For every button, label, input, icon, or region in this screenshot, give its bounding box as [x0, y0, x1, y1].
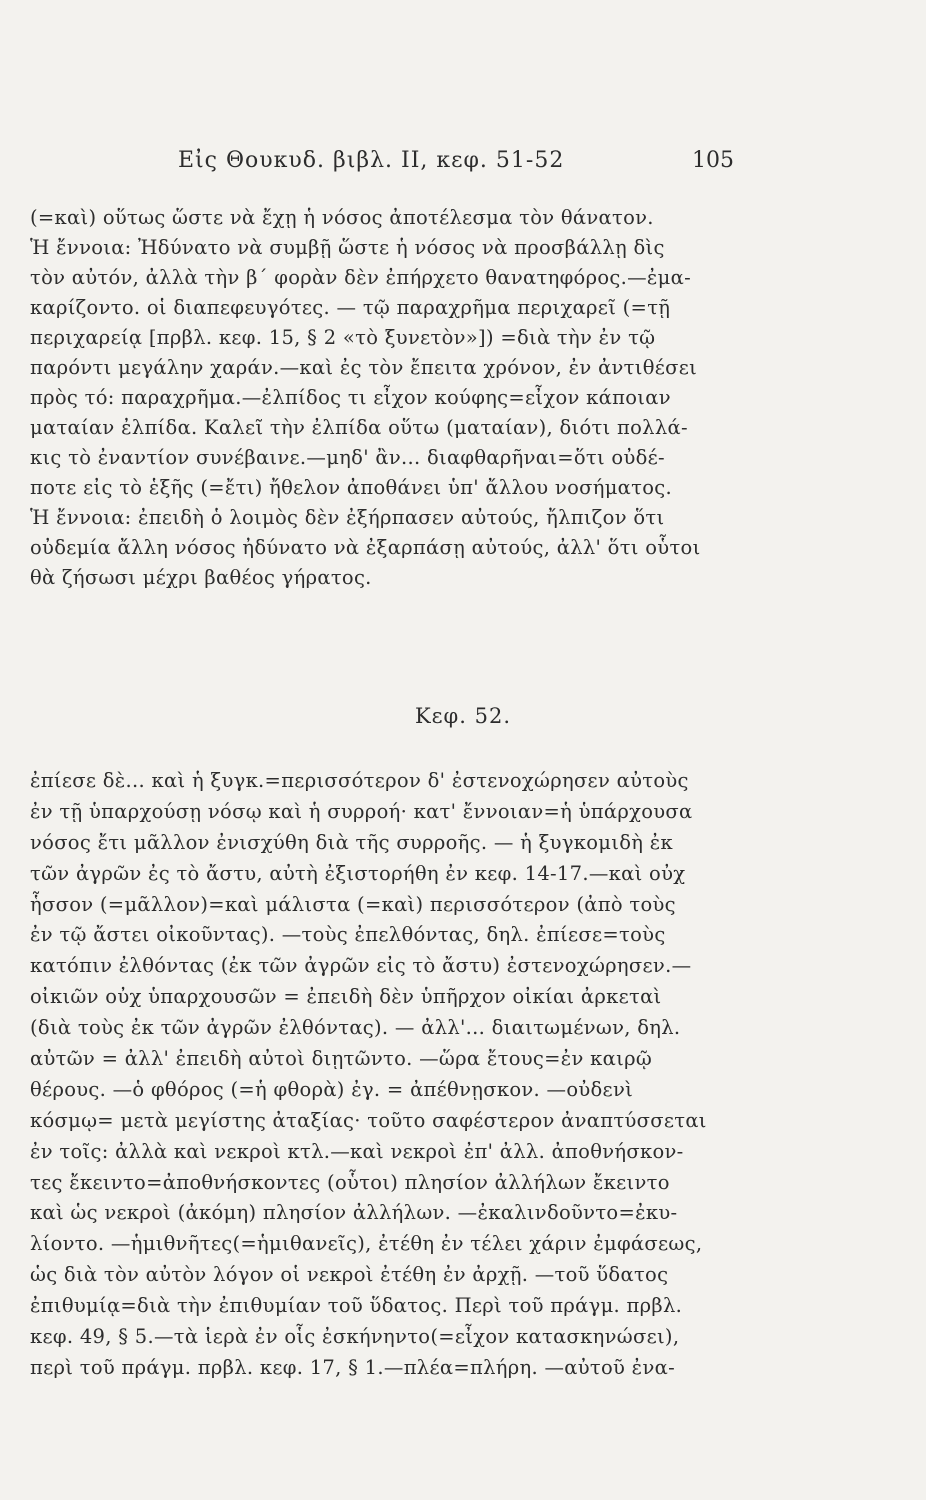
text-line: οἰκιῶν οὐχ ὑπαρχουσῶν = ἐπειδὴ δὲν ὑπῆρχον οἰκίαι ἀρκεταὶ	[30, 985, 662, 1009]
text-line: αὐτῶν = ἀλλ' ἐπειδὴ αὐτοὶ διῃτῶντο. —ὥρα ἔτους=ἐν καιρῷ	[30, 1047, 653, 1071]
text-line: ὡς διὰ τὸν αὐτὸν λόγον οἱ νεκροὶ ἐτέθη ἐν ἀρχῇ. —τοῦ ὕδατος	[30, 1263, 669, 1287]
text-line: τες ἔκειντο=ἀποθνήσκοντες (οὗτοι) πλησίον ἀλλήλων ἔκειντο	[30, 1170, 670, 1194]
page-number: 105	[692, 148, 734, 173]
text-line: ἐν τοῖς: ἀλλὰ καὶ νεκροὶ κτλ.—καὶ νεκροὶ ἐπ' ἀλλ. ἀποθνήσκον-	[30, 1139, 684, 1163]
text-line: κις τὸ ἐναντίον συνέβαινε.—μηδ' ἂν... διαφθαρῆναι=ὅτι οὐδέ-	[30, 446, 665, 469]
text-line: τῶν ἀγρῶν ἐς τὸ ἄστυ, αὐτὴ ἐξιστορήθη ἐν κεφ. 14-17.—καὶ οὐχ	[30, 861, 686, 885]
text-line: καὶ ὡς νεκροὶ (ἀκόμη) πλησίον ἀλλήλων. —ἐκαλινδοῦντο=ἐκυ-	[30, 1201, 678, 1225]
text-line: ἐν τῇ ὑπαρχούσῃ νόσῳ καὶ ἡ συρροή· κατ' ἔννοιαν=ἡ ὑπάρχουσα	[30, 799, 693, 823]
text-line: τὸν αὐτόν, ἀλλὰ τὴν β΄ φορὰν δὲν ἐπήρχετο θανατηφόρος.—ἐμα-	[30, 266, 691, 289]
commentary-chapter-51	[30, 203, 770, 593]
text-line: ἐπίεσε δὲ... καὶ ἡ ξυγκ.=περισσότερον δ' ἐστενοχώρησεν αὐτοὺς	[30, 769, 689, 792]
text-line: ματαίαν ἐλπίδα. Καλεῖ τὴν ἐλπίδα οὕτω (ματαίαν), διότι πολλά-	[30, 416, 688, 439]
text-line: λίοντο. —ἡμιθνῆτες(=ἡμιθανεῖς), ἐτέθη ἐν τέλει χάριν ἐμφάσεως,	[30, 1232, 703, 1256]
text-line: παρόντι μεγάλην χαράν.—καὶ ἐς τὸν ἔπειτα χρόνον, ἐν ἀντιθέσει	[30, 356, 698, 379]
text-line: οὐδεμία ἄλλη νόσος ἠδύνατο νὰ ἐξαρπάσῃ αὐτούς, ἀλλ' ὅτι οὗτοι	[30, 536, 701, 559]
text-line: ἐν τῷ ἄστει οἰκοῦντας). —τοὺς ἐπελθόντας, δηλ. ἐπίεσε=τοὺς	[30, 923, 666, 947]
chapter-heading: Κεφ. 52.	[414, 704, 512, 728]
text-line: περιχαρείᾳ [πρβλ. κεφ. 15, § 2 «τὸ ξυνετὸν»]) =διὰ τὴν ἐν τῷ	[30, 326, 656, 349]
text-line: Ἡ ἔννοια: Ἠδύνατο νὰ συμβῇ ὥστε ἡ νόσος νὰ προσβάλλῃ δὶς	[30, 236, 665, 259]
text-line: κόσμῳ= μετὰ μεγίστης ἀταξίας· τοῦτο σαφέστερον ἀναπτύσσεται	[30, 1108, 707, 1132]
text-line: θέρους. —ὁ φθόρος (=ἡ φθορὰ) ἐγ. = ἀπέθνῃσκον. —οὐδενὶ	[30, 1077, 634, 1101]
page-header	[0, 148, 926, 188]
text-line: ποτε εἰς τὸ ἑξῆς (=ἔτι) ἤθελον ἀποθάνει ὑπ' ἄλλου νοσήματος.	[30, 476, 672, 499]
text-line: κατόπιν ἐλθόντας (ἐκ τῶν ἀγρῶν εἰς τὸ ἄστυ) ἐστενοχώρησεν.—	[30, 954, 692, 978]
text-line: ἧσσον (=μᾶλλον)=καὶ μάλιστα (=καὶ) περισσότερον (ἀπὸ τοὺς	[30, 892, 676, 916]
running-title: Εἰς Θουκυδ. βιβλ. ΙΙ, κεφ. 51-52	[178, 148, 565, 173]
text-line: κεφ. 49, § 5.—τὰ ἱερὰ ἐν οἷς ἐσκήνηντο(=εἶχον κατασκηνώσει),	[30, 1325, 680, 1349]
text-line: περὶ τοῦ πράγμ. πρβλ. κεφ. 17, § 1.—πλέα=πλήρη. —αὐτοῦ ἐνα-	[30, 1355, 675, 1379]
text-line: (διὰ τοὺς ἐκ τῶν ἀγρῶν ἐλθόντας). — ἀλλ'... διαιτωμένων, δηλ.	[30, 1016, 681, 1040]
text-line: πρὸς τό: παραχρῆμα.—ἐλπίδος τι εἶχον κούφης=εἶχον κάποιαν	[30, 386, 671, 409]
text-line: ἐπιθυμίᾳ=διὰ τὴν ἐπιθυμίαν τοῦ ὕδατος. Περὶ τοῦ πράγμ. πρβλ.	[30, 1294, 683, 1318]
commentary-chapter-52	[30, 766, 770, 1384]
text-line: Ἡ ἔννοια: ἐπειδὴ ὁ λοιμὸς δὲν ἐξήρπασεν αὐτούς, ἤλπιζον ὅτι	[30, 506, 665, 529]
text-line: καρίζοντο. οἱ διαπεφευγότες. — τῷ παραχρῆμα περιχαρεῖ (=τῇ	[30, 296, 671, 319]
text-line: νόσος ἔτι μᾶλλον ἐνισχύθη διὰ τῆς συρροῆς. — ἡ ξυγκομιδὴ ἐκ	[30, 830, 674, 854]
text-line: θὰ ζήσωσι μέχρι βαθέος γήρατος.	[30, 566, 372, 589]
text-line: (=καὶ) οὕτως ὥστε νὰ ἔχῃ ἡ νόσος ἀποτέλεσμα τὸν θάνατον.	[30, 206, 654, 229]
